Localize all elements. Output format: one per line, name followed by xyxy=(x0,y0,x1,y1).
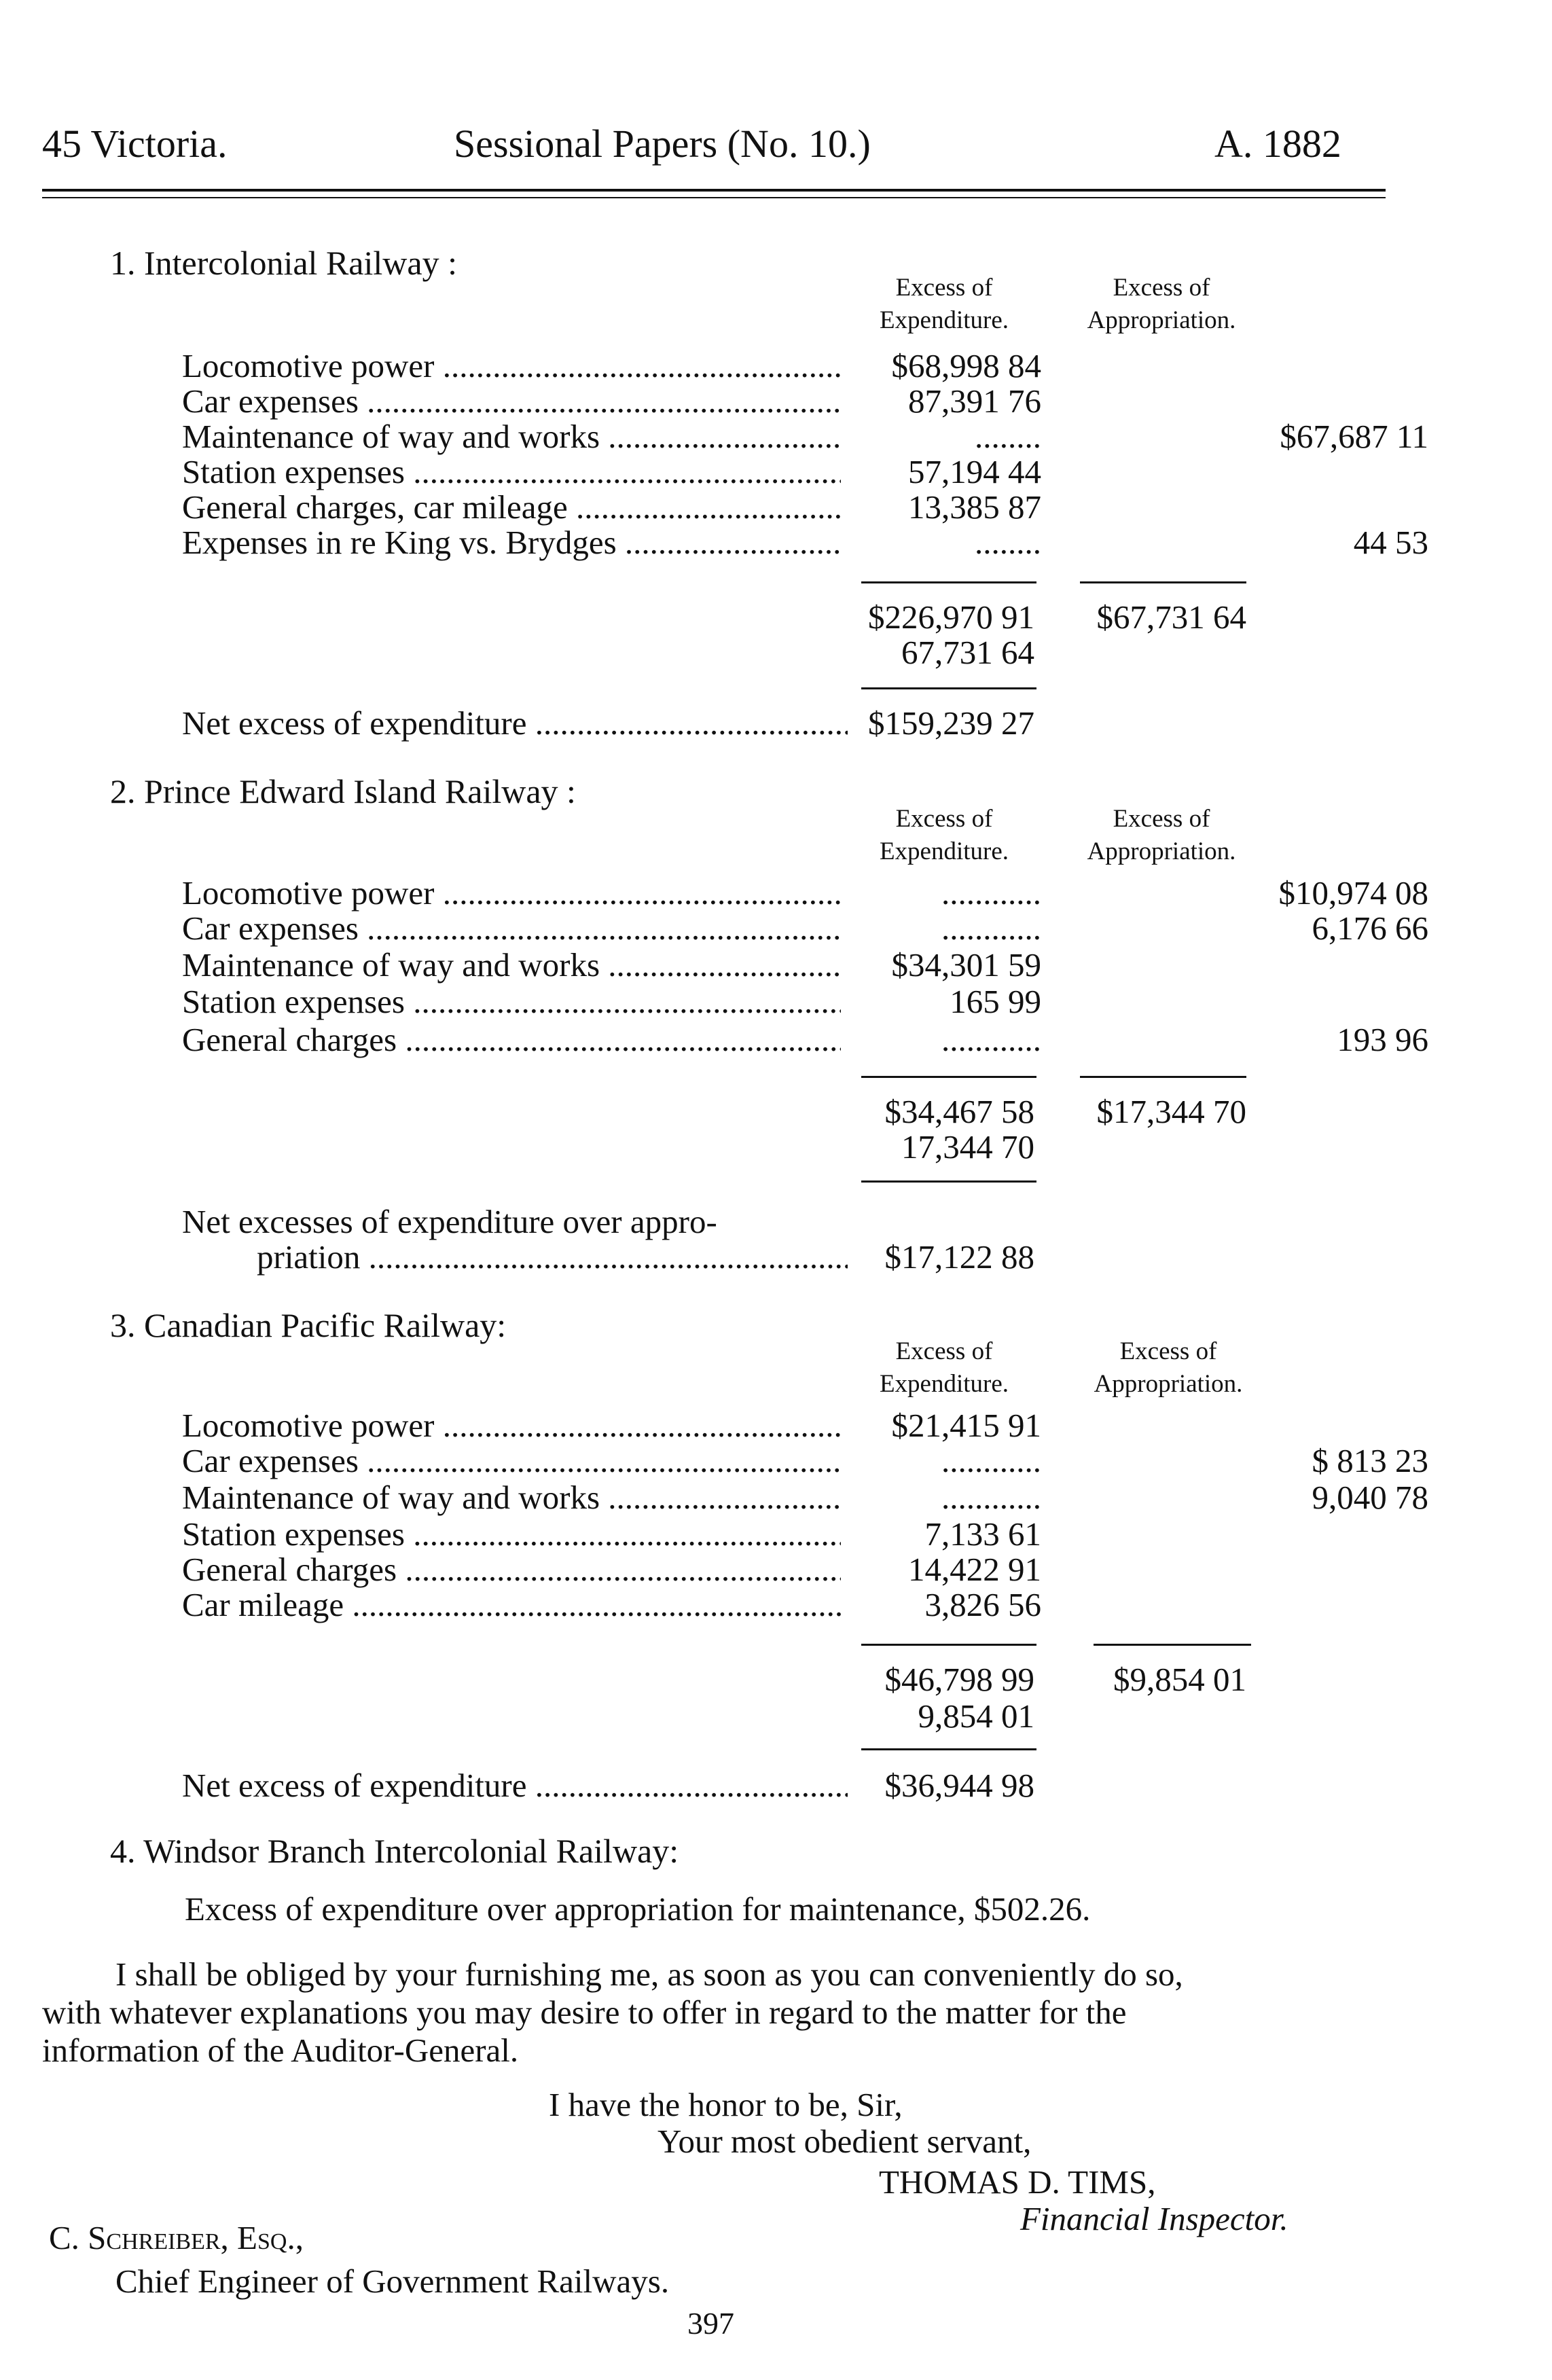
table-row: Station expenses ..... 57,194 44 xyxy=(182,452,1269,489)
addressee-line-2: Chief Engineer of Government Railways. xyxy=(115,2262,670,2300)
table-row: Locomotive power ..... $68,998 84 xyxy=(182,346,1269,383)
closing-line-2: with whatever explanations you may desire to offer in regard to the matter for the xyxy=(42,1994,1127,2031)
section-3-net-value: $36,944 98 xyxy=(884,1767,1034,1804)
header-center: Sessional Papers (No. 10.) xyxy=(454,122,871,166)
section-3-net-row: Net excess of expenditure ..... xyxy=(182,1766,1269,1803)
section-4-title: 4. Windsor Branch Intercolonial Railway: xyxy=(110,1832,679,1870)
signatory-name: THOMAS D. TIMS, xyxy=(879,2163,1156,2201)
section-3-total-rule-app xyxy=(1094,1644,1251,1646)
section-1-net-value: $159,239 27 xyxy=(868,704,1034,742)
header-right: A. 1882 xyxy=(1214,122,1341,166)
section-2-total-expenditure: $34,467 58 xyxy=(884,1093,1034,1130)
section-1-total-rule-exp xyxy=(861,581,1036,583)
section-3-net-rule xyxy=(861,1748,1036,1750)
section-2-col-appropriation-head: Excess of Appropriation. xyxy=(1087,805,1236,865)
section-2-less-appropriation: 17,344 70 xyxy=(901,1128,1034,1166)
addressee-line-1: C. Schreiber, Esq., xyxy=(49,2219,304,2256)
signoff-line-1: I have the honor to be, Sir, xyxy=(549,2086,903,2123)
section-2-net-rule xyxy=(861,1180,1036,1183)
section-1-total-expenditure: $226,970 91 xyxy=(868,598,1034,636)
section-1-net-row: Net excess of expenditure ..... xyxy=(182,704,1269,740)
closing-line-3: information of the Auditor-General. xyxy=(42,2032,519,2069)
table-row: Car expenses ..... ............ $ 813 23 xyxy=(182,1441,1269,1478)
section-2-total-appropriation: $17,344 70 xyxy=(1096,1093,1246,1130)
table-row: Car mileage ..... 3,826 56 xyxy=(182,1585,1269,1622)
section-2-total-rule-app xyxy=(1080,1076,1246,1078)
section-3-total-expenditure: $46,798 99 xyxy=(884,1661,1034,1698)
header-rule-thin xyxy=(42,197,1386,198)
table-row: Maintenance of way and works ..... ........ $67,687 11 xyxy=(182,417,1269,454)
table-row: Maintenance of way and works ..... $34,301 59 xyxy=(182,945,1269,982)
section-2-col-expenditure-head: Excess of Expenditure. xyxy=(879,805,1009,865)
section-2-net-value: $17,122 88 xyxy=(884,1238,1034,1276)
table-row: Car expenses ..... 87,391 76 xyxy=(182,382,1269,418)
closing-line-1: I shall be obliged by your furnishing me, as soon as you can conveniently do so, xyxy=(115,1955,1183,1993)
section-3-total-rule-exp xyxy=(861,1644,1036,1646)
section-3-total-appropriation: $9,854 01 xyxy=(1113,1661,1246,1698)
section-1-col-appropriation-head: Excess of Appropriation. xyxy=(1087,274,1236,334)
section-1-less-appropriation: 67,731 64 xyxy=(901,634,1034,671)
section-1-total-appropriation: $67,731 64 xyxy=(1096,598,1246,636)
section-1-net-rule xyxy=(861,687,1036,689)
section-3-title: 3. Canadian Pacific Railway: xyxy=(110,1306,507,1344)
table-row: General charges, car mileage ..... 13,385 87 xyxy=(182,488,1269,524)
section-3-less-appropriation: 9,854 01 xyxy=(918,1697,1034,1735)
table-row: Locomotive power ..... ............ $10,974 08 xyxy=(182,873,1269,910)
section-1-col-expenditure-head: Excess of Expenditure. xyxy=(879,274,1009,334)
section-2-total-rule-exp xyxy=(861,1076,1036,1078)
table-row: General charges ..... 14,422 91 xyxy=(182,1550,1269,1587)
header-rule xyxy=(42,189,1386,192)
section-2-title: 2. Prince Edward Island Railway : xyxy=(110,772,576,810)
table-row: Station expenses ..... 165 99 xyxy=(182,982,1269,1019)
section-2-net-row: priation ..... xyxy=(257,1238,1072,1274)
section-1-title: 1. Intercolonial Railway : xyxy=(110,244,457,282)
section-3-col-expenditure-head: Excess of Expenditure. xyxy=(879,1337,1009,1398)
table-row: Maintenance of way and works ..... ............ 9,040 78 xyxy=(182,1478,1269,1515)
section-3-col-appropriation-head: Excess of Appropriation. xyxy=(1094,1337,1243,1398)
header-left: 45 Victoria. xyxy=(42,122,228,166)
table-row: Locomotive power ..... $21,415 91 xyxy=(182,1406,1269,1443)
signatory-title: Financial Inspector. xyxy=(1020,2200,1288,2237)
table-row: Expenses in re King vs. Brydges ..... ........ 44 53 xyxy=(182,523,1269,560)
section-2-net-label-line1: Net excesses of expenditure over appro- xyxy=(182,1203,717,1240)
section-1-total-rule-app xyxy=(1080,581,1246,583)
page-number: 397 xyxy=(687,2306,734,2341)
table-row: General charges ..... ............ 193 96 xyxy=(182,1020,1269,1057)
section-4-text: Excess of expenditure over appropriation for maintenance, $502.26. xyxy=(185,1890,1091,1928)
table-row: Station expenses ..... 7,133 61 xyxy=(182,1515,1269,1551)
table-row: Car expenses ..... ............ 6,176 66 xyxy=(182,909,1269,945)
signoff-line-2: Your most obedient servant, xyxy=(657,2123,1032,2160)
